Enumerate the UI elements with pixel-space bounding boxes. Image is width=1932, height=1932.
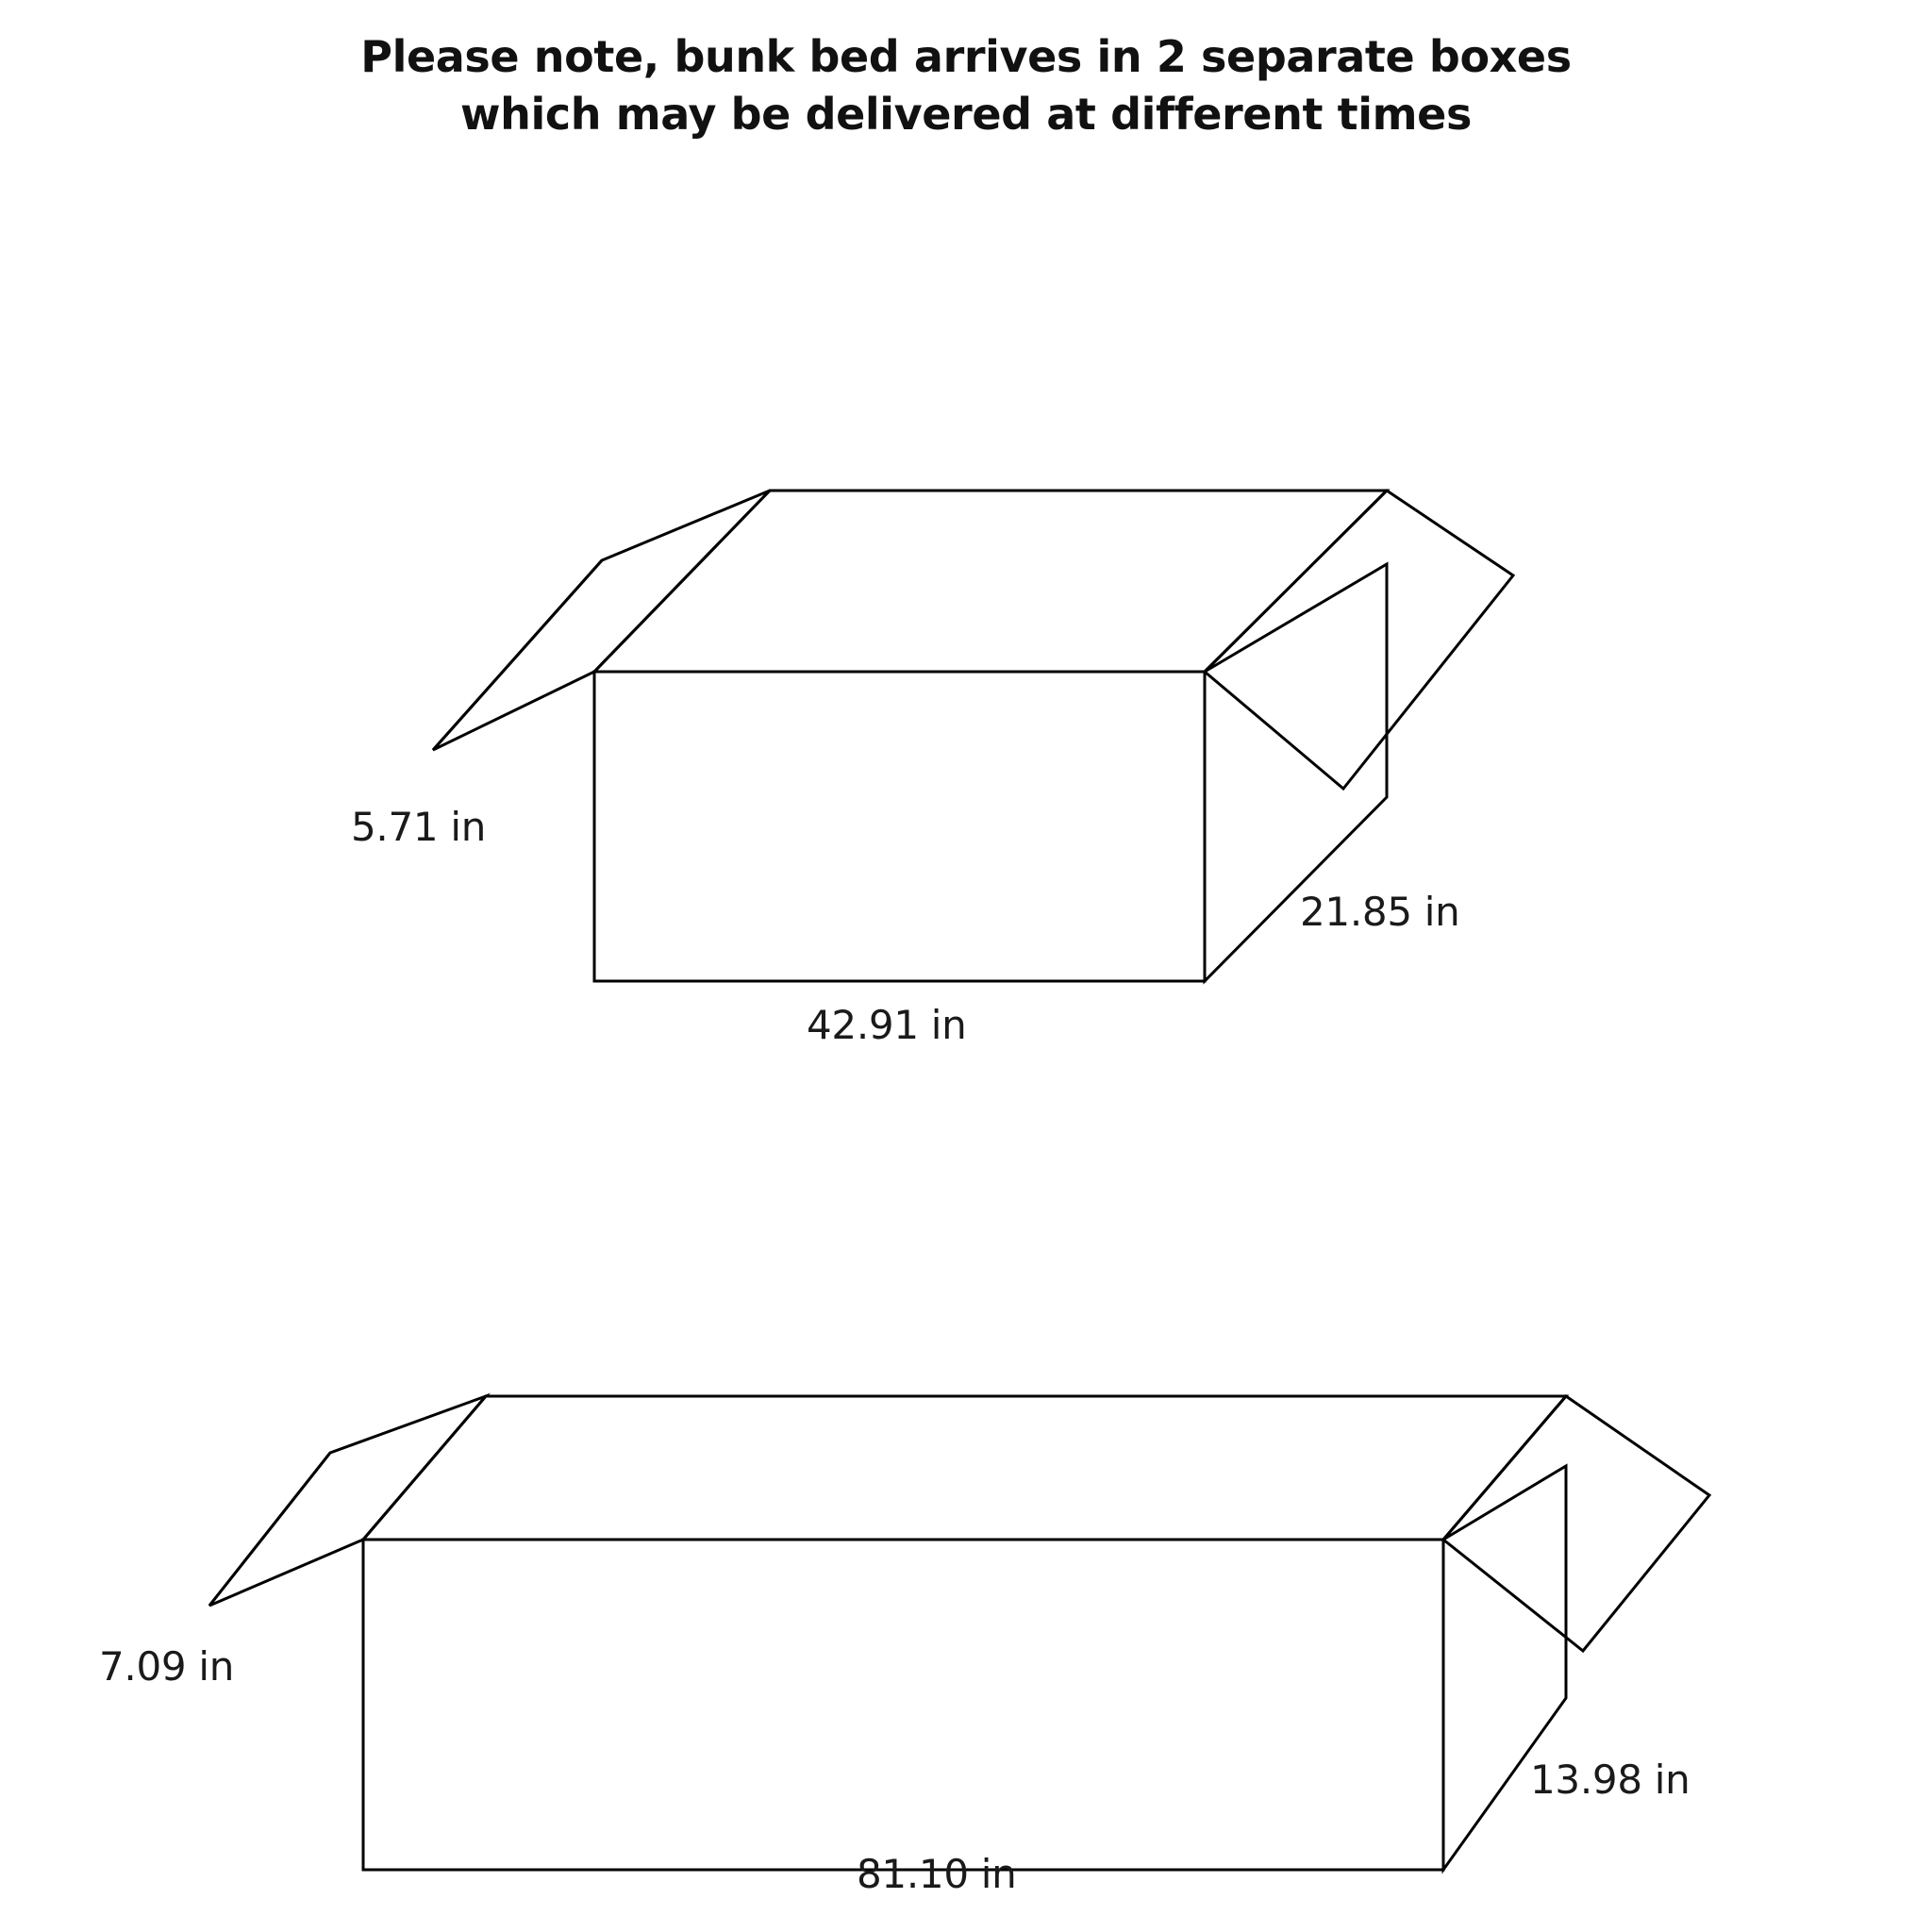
box-2-illustration: [209, 1396, 1709, 1870]
box-1-width-label: 42.91 in: [807, 1002, 967, 1048]
shipping-note-line-1: Please note, bunk bed arrives in 2 separate boxes: [360, 31, 1572, 82]
box-1-depth-label: 21.85 in: [1300, 889, 1460, 935]
box-2-width-label: 81.10 in: [857, 1851, 1017, 1897]
shipping-note-line-2: which may be delivered at different times: [460, 88, 1472, 140]
box-1-height-label: 5.71 in: [351, 804, 487, 850]
box-2-height-label: 7.09 in: [99, 1643, 235, 1690]
box-2-depth-label: 13.98 in: [1530, 1757, 1690, 1803]
